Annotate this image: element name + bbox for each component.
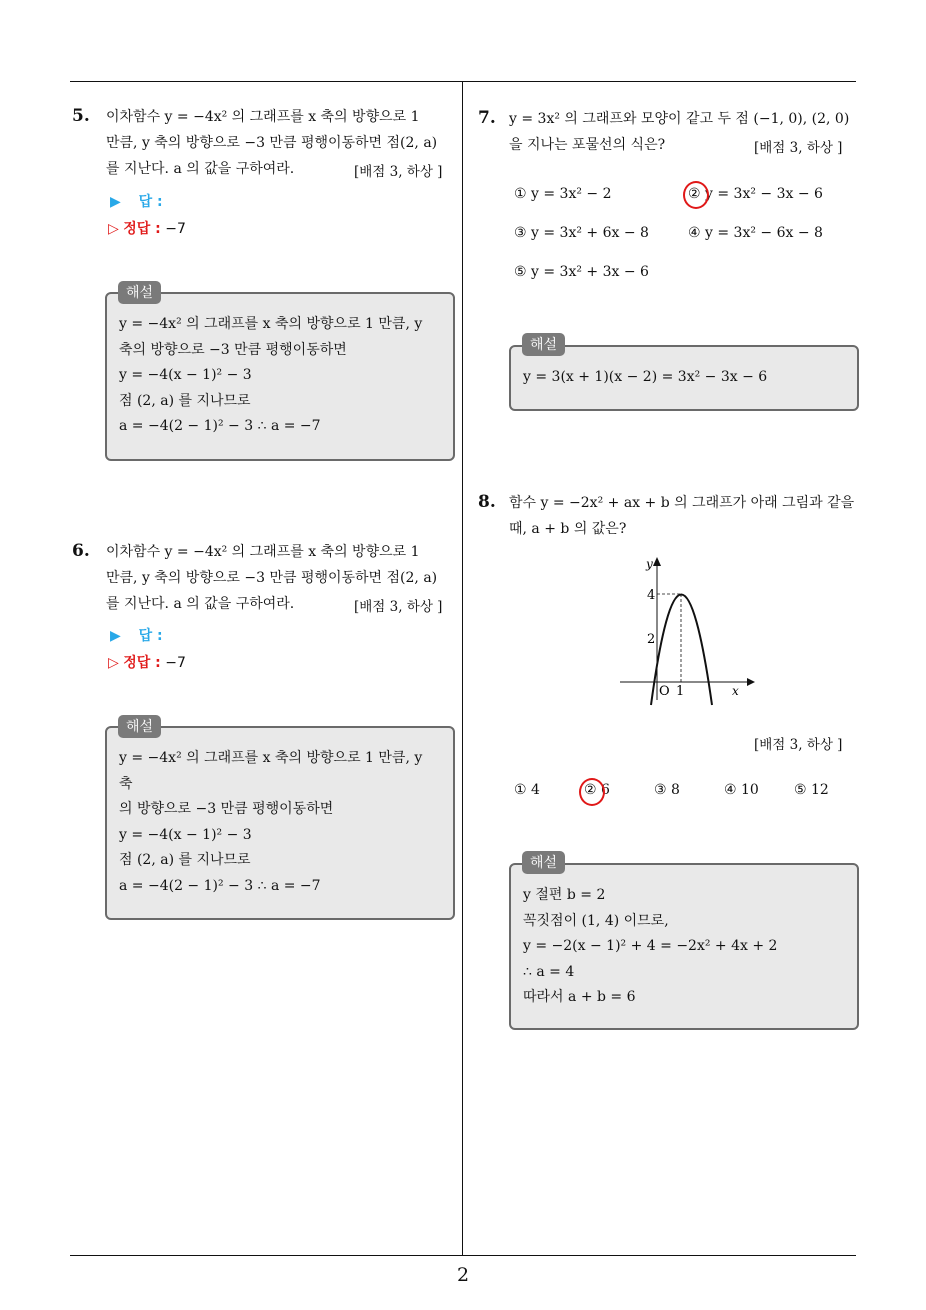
q7-number: 7. <box>478 108 496 128</box>
q5-explain-line: y = −4(x − 1)² − 3 <box>119 367 252 383</box>
bottom-rule <box>70 1255 856 1256</box>
q6-answer-label: 답 : <box>138 628 163 644</box>
column-divider <box>462 82 463 1256</box>
q5-correct-label: 정답 : <box>123 221 161 237</box>
y-axis-arrow-icon <box>653 557 661 566</box>
x-tick-1-label: 1 <box>676 684 685 699</box>
q8-choice-1[interactable]: ① 4 <box>514 782 540 798</box>
q8-explain-line: 꼭짓점이 (1, 4) 이므로, <box>523 912 669 929</box>
q5-explain-line: a = −4(2 − 1)² − 3 ∴ a = −7 <box>119 418 321 434</box>
q5-line: 이차함수 y = −4x² 의 그래프를 x 축의 방향으로 1 <box>106 109 420 125</box>
q6-explain-line: 의 방향으로 −3 만큼 평행이동하면 <box>119 801 334 817</box>
q8-choice-3[interactable]: ③ 8 <box>654 782 680 798</box>
q6-explain-line: y = −4x² 의 그래프를 x 축의 방향으로 1 만큼, y <box>119 750 423 766</box>
play-icon: ▶ <box>110 628 121 644</box>
q5-explain-line: 축의 방향으로 −3 만큼 평행이동하면 <box>119 341 347 358</box>
q8-score: [배점 3, 하상 ] <box>754 737 843 753</box>
q5-answer-row[interactable] <box>110 191 163 211</box>
q5-explain-line: 점 (2, a) 를 지나므로 <box>119 392 251 409</box>
play-icon: ▶ <box>110 194 121 210</box>
q8-explain-line: y 절편 b = 2 <box>523 887 606 903</box>
q7-score: [배점 3, 하상 ] <box>754 140 843 156</box>
q5-line: 를 지난다. a 의 값을 구하여라. <box>106 161 295 177</box>
q7-line: 을 지나는 포물선의 식은? <box>509 137 666 153</box>
q5-explanation-tag: 해설 <box>118 281 161 304</box>
q7-choice-1[interactable]: ① y = 3x² − 2 <box>514 186 612 202</box>
q8-choice-5[interactable]: ⑤ 12 <box>794 782 829 798</box>
q8-explain-line: ∴ a = 4 <box>523 963 575 980</box>
q8-choice-4[interactable]: ④ 10 <box>724 782 759 798</box>
page-number: 2 <box>456 1264 470 1286</box>
q6-correct-label: 정답 : <box>123 655 161 671</box>
q7-line: y = 3x² 의 그래프와 모양이 같고 두 점 (−1, 0), (2, 0) <box>509 111 850 127</box>
q7-choice-5[interactable]: ⑤ y = 3x² + 3x − 6 <box>514 264 649 280</box>
q6-explanation-tag: 해설 <box>118 715 161 738</box>
q6-number: 6. <box>72 541 90 561</box>
outline-play-icon: ▷ <box>108 221 119 237</box>
q6-explain-line: a = −4(2 − 1)² − 3 ∴ a = −7 <box>119 877 321 894</box>
q8-parabola-graph <box>610 550 760 710</box>
y-tick-4-label: 4 <box>647 588 656 603</box>
q6-line: 만큼, y 축의 방향으로 −3 만큼 평행이동하면 점(2, a) <box>106 570 438 586</box>
q8-choice-2[interactable]: ② 6 <box>584 782 610 798</box>
q6-correct-value: −7 <box>165 655 186 671</box>
q7-selected-circle-icon <box>683 181 709 209</box>
q8-line: 함수 y = −2x² + ax + b 의 그래프가 아래 그림과 같을 <box>509 495 855 511</box>
q5-correct-row <box>108 218 186 238</box>
y-tick-2-label: 2 <box>647 632 656 647</box>
q7-choice-2[interactable]: ② y = 3x² − 3x − 6 <box>688 186 823 202</box>
x-axis-arrow-icon <box>747 678 755 686</box>
q7-explanation-tag: 해설 <box>522 333 565 356</box>
q5-answer-label: 답 : <box>138 194 163 210</box>
x-axis-label: x <box>732 684 739 698</box>
q6-explain-line: 점 (2, a) 를 지나므로 <box>119 852 251 868</box>
q7-choice-3[interactable]: ③ y = 3x² + 6x − 8 <box>514 225 649 241</box>
q7-explain-line: y = 3(x + 1)(x − 2) = 3x² − 3x − 6 <box>523 369 768 385</box>
q7-choice-4[interactable]: ④ y = 3x² − 6x − 8 <box>688 225 823 241</box>
q5-score: [배점 3, 하상 ] <box>354 164 443 180</box>
q8-explanation-tag: 해설 <box>522 851 565 874</box>
origin-label: O <box>659 684 670 699</box>
q8-number: 8. <box>478 492 496 512</box>
q6-explanation-box <box>105 726 455 920</box>
outline-play-icon: ▷ <box>108 655 119 671</box>
q6-line: 를 지난다. a 의 값을 구하여라. <box>106 596 295 612</box>
q6-score: [배점 3, 하상 ] <box>354 599 443 615</box>
q6-correct-row <box>108 652 186 672</box>
q8-explanation-box <box>509 863 859 1030</box>
q5-number: 5. <box>72 106 90 126</box>
q6-answer-row[interactable] <box>110 625 163 645</box>
q8-explain-line: 따라서 a + b = 6 <box>523 989 636 1005</box>
q6-line: 이차함수 y = −4x² 의 그래프를 x 축의 방향으로 1 <box>106 544 420 560</box>
q5-line: 만큼, y 축의 방향으로 −3 만큼 평행이동하면 점(2, a) <box>106 135 438 151</box>
top-rule <box>70 81 856 82</box>
y-axis-label: y <box>646 557 653 571</box>
q5-explain-line: y = −4x² 의 그래프를 x 축의 방향으로 1 만큼, y <box>119 316 423 332</box>
q5-explanation-box <box>105 292 455 461</box>
q8-stem <box>509 490 861 542</box>
q8-explain-line: y = −2(x − 1)² + 4 = −2x² + 4x + 2 <box>523 938 778 954</box>
q6-explain-line: y = −4(x − 1)² − 3 <box>119 826 252 843</box>
q6-explain-line: 축 <box>119 775 133 792</box>
q5-correct-value: −7 <box>165 221 186 237</box>
q8-line: 때, a + b 의 값은? <box>509 521 627 537</box>
q8-selected-circle-icon <box>579 778 605 806</box>
